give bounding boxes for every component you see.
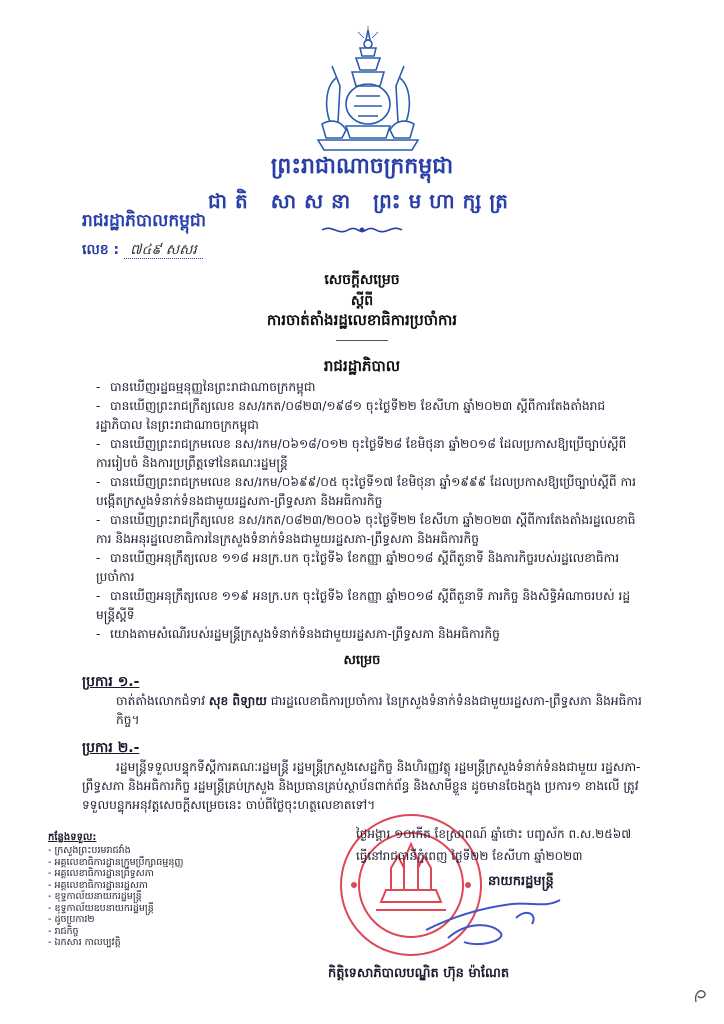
handwritten-signature-icon xyxy=(420,878,570,958)
recipient-item: - ដូចប្រការ២ xyxy=(48,914,95,925)
heading-decides: សម្រេច xyxy=(343,653,381,668)
heading-subject: ការចាត់តាំងរដ្ឋលេខាធិការប្រចាំការ xyxy=(266,311,458,329)
visa-item: - បានឃើញអនុក្រឹត្យលេខ ១១៨ អនក្រ.បក ចុះថ្ងៃទី៦ ខែកញ្ញា ឆ្នាំ២០១៨ ស្តីពីតួនាទី និងភារកិច្ចរបស់រដ្ឋលេខាធិការប្រចាំការ xyxy=(96,551,620,584)
signatory-title: នាយករដ្ឋមន្ត្រី xyxy=(488,874,554,889)
recipient-item: - ខុទ្ទកាល័យឧបនាយករដ្ឋមន្ត្រី xyxy=(48,902,154,914)
signatory-name: កិត្តិទេសាភិបាលបណ្ឌិត ហ៊ុន ម៉ាណែត xyxy=(328,966,510,981)
divider xyxy=(336,340,388,342)
recipient-item: - ខុទ្ទកាល័យនាយករដ្ឋមន្ត្រី xyxy=(48,891,142,902)
visa-item: - យោងតាមសំណើរបស់រដ្ឋមន្ត្រីក្រសួងទំនាក់ទំនងជាមួយរដ្ឋសភា-ព្រឹទ្ធសភា និងអធិការកិច្ច xyxy=(96,627,500,641)
national-motto: ជាតិ សាសនា ព្រះមហាក្សត្រ xyxy=(208,189,516,213)
page-mark-icon xyxy=(690,984,712,1006)
visa-item: - បានឃើញអនុក្រឹត្យលេខ ១១៩ អនក្រ.បក ចុះថ្ងៃទី៦ ខែកញ្ញា ឆ្នាំ២០១៨ ស្តីពីតួនាទី ភារកិច្ច និងសិទ្ធិអំណាចរបស់ រដ្ឋមន្ត្រីស្តីទី xyxy=(96,589,631,622)
article-2-body: រដ្ឋមន្ត្រីទទួលបន្ទុកទីស្តីការគណៈរដ្ឋមន្ត្រី រដ្ឋមន្ត្រីក្រសួងសេដ្ឋកិច្ច និងហិរញ្ញវត្ថុ រដ្ឋមន្ត្រីក្រសួងទំនាក់ទំនងជាមួយ រដ្ឋសភា-ព្រឹទ្ធសភា និងអធិការកិច្ច រដ្ឋមន្ត្រីគ្រប់ក្រសួង និងប្រធានគ្រប់ស្ថាប័នពាក់ព័ន្ធ និងសាមីខ្លួន ដូចមានចែងក្នុង ប្រការ១ ខាងលើ ត្រូវទទួលបន្ទុកអនុវត្តសេចក្តីសម្រេចនេះ ចាប់ពីថ្ងៃចុះហត្ថលេខាតទៅ។ xyxy=(82,760,641,812)
number-label: លេខ : xyxy=(82,242,120,258)
visa-item: - បានឃើញព្រះរាជក្រមលេខ នស/រកម/០៦១៨/០១២ ចុះថ្ងៃទី២៨ ខែមិថុនា ឆ្នាំ២០១៨ ដែលប្រកាសឱ្យប្រើច្បាប់ស្តីពី ការរៀបចំ និងការប្រព្រឹត្តទៅនៃគណៈរដ្ឋមន្ត្រី xyxy=(96,437,627,470)
visa-item: - បានឃើញព្រះរាជក្រឹត្យលេខ នស/រកត/០៨២៣/២០០៦ ចុះថ្ងៃទី២២ ខែសីហា ឆ្នាំ២០២៣ ស្តីពីការតែងតាំងរដ្ឋលេខាធិការ និងអនុរដ្ឋលេខាធិការនៃក្រសួងទំនាក់ទំនងជាមួយរដ្ឋសភា-ព្រឹទ្ធសភា និងអធិការកិច្ច xyxy=(96,513,636,546)
number-value: ៧៤៩ សសរ xyxy=(124,242,203,259)
date-solar: ធ្វើនៅរាជធានីភ្នំពេញ ថ្ងៃទី២២ ខែសីហា ឆ្នាំ២០២៣ xyxy=(356,849,583,863)
recipient-item: - អគ្គលេខាធិការដ្ឋានរដ្ឋសភា xyxy=(48,879,148,891)
article-2-title: ប្រការ ២.- xyxy=(82,740,140,756)
recipients-heading: កន្លែងទទួល: xyxy=(48,832,97,843)
heading-on: ស្តីពី xyxy=(350,293,374,309)
recipient-item: - អគ្គលេខាធិការដ្ឋានក្រុមប្រឹក្សាធម្មនុញ្ញ xyxy=(48,856,184,868)
heading-decision: សេចក្តីសម្រេច xyxy=(324,272,400,288)
article-1-title: ប្រការ ១.- xyxy=(82,674,140,690)
recipient-item: - ឯកសារ កាលប្បវត្តិ xyxy=(48,937,121,948)
heading-government: រាជរដ្ឋាភិបាល xyxy=(323,357,401,375)
recipients-list xyxy=(48,845,183,949)
recipient-item: - អគ្គលេខាធិការដ្ឋានព្រឹទ្ធសភា xyxy=(48,868,154,879)
appointee-name: សុខ ពិទ្យាយ xyxy=(208,694,267,708)
document-number xyxy=(82,240,203,261)
royal-coat-of-arms-icon xyxy=(312,26,424,154)
visa-list xyxy=(96,378,636,644)
visa-item: - បានឃើញព្រះរាជក្រមលេខ នស/រកម/០៦៩៩/០៥ ចុះថ្ងៃទី១៧ ខែមិថុនា ឆ្នាំ១៩៩៩ ដែលប្រកាសឱ្យប្រើច្បាប់ស្តីពី ការបង្កើតក្រសួងទំនាក់ទំនងជាមួយរដ្ឋសភា-ព្រឹទ្ធសភា និងអធិការកិច្ច xyxy=(96,475,636,508)
kingdom-title: ព្រះរាជាណាចក្រកម្ពុជា xyxy=(270,154,454,179)
ornament-divider-icon xyxy=(320,222,404,238)
date-lunar: ថ្ងៃអង្គារ ១០កើត ខែស្រាពណ៍ ឆ្នាំថោះ បញ្ចស័ក ព.ស.២៥៦៧ xyxy=(356,827,632,841)
recipient-item: - ក្រសួងព្រះបរមរាជវាំង xyxy=(48,845,131,856)
visa-item: - បានឃើញរដ្ឋធម្មនុញ្ញនៃព្រះរាជាណាចក្រកម្ពុជា xyxy=(96,380,316,394)
recipient-item: - រាជកិច្ច xyxy=(48,925,79,937)
government-name: រាជរដ្ឋាភិបាលកម្ពុជា xyxy=(82,211,207,231)
article-1-body: ចាត់តាំងលោកជំទាវ សុខ ពិទ្យាយ ជារដ្ឋលេខាធិការប្រចាំការ នៃក្រសួងទំនាក់ទំនងជាមួយរដ្ឋសភា-ព្រឹទ្ធសភា និងអធិការកិច្ច។ xyxy=(116,694,642,727)
visa-item: - បានឃើញព្រះរាជក្រឹត្យលេខ នស/រកត/០៨២៣/១៩៨១ ចុះថ្ងៃទី២២ ខែសីហា ឆ្នាំ២០២៣ ស្តីពីការតែងតាំងរាជរដ្ឋាភិបាល នៃព្រះរាជាណាចក្រកម្ពុជា xyxy=(96,399,606,432)
